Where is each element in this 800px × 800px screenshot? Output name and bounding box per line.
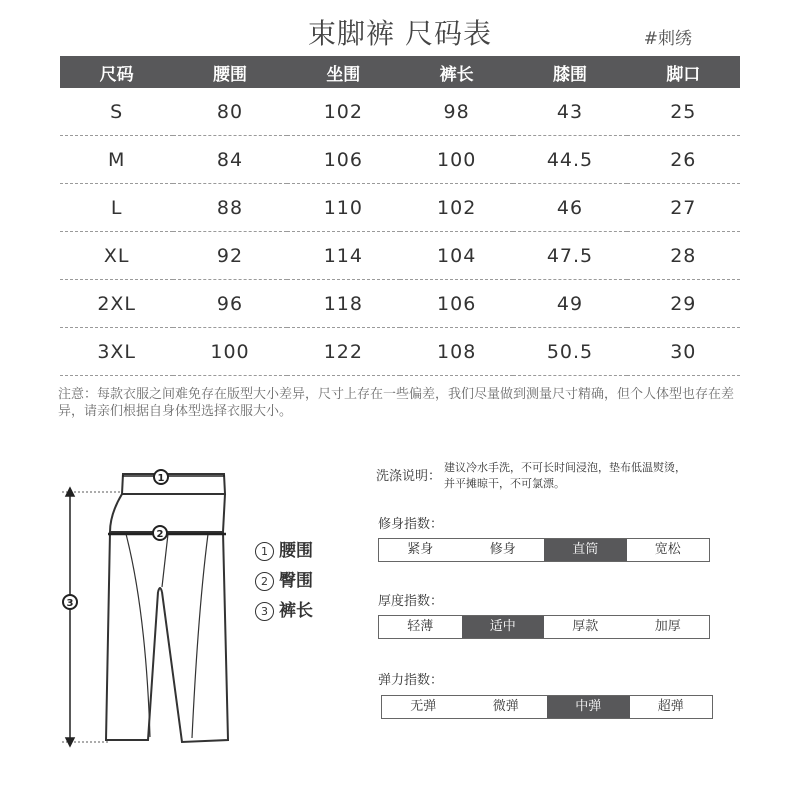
legend-label: 腰围 <box>279 541 313 561</box>
table-cell: 2XL <box>60 280 173 328</box>
table-cell: 84 <box>173 136 286 184</box>
page-title: 束脚裤 尺码表 <box>308 17 492 50</box>
table-cell: 98 <box>400 88 513 136</box>
thickness-option: 厚款 <box>572 619 599 634</box>
care-label: 洗涤说明： <box>376 469 442 484</box>
table-cell: 3XL <box>60 328 173 376</box>
table-cell: 102 <box>400 184 513 232</box>
table-cell: 49 <box>513 280 626 328</box>
table-cell: XL <box>60 232 173 280</box>
legend-item-waist <box>255 536 313 566</box>
table-cell: 25 <box>627 88 740 136</box>
table-row <box>60 328 740 376</box>
header-hem: 脚口 <box>627 56 740 88</box>
table-cell: 114 <box>287 232 400 280</box>
elastic-index-label: 弹力指数： <box>378 673 444 688</box>
table-cell: 80 <box>173 88 286 136</box>
table-cell: 92 <box>173 232 286 280</box>
header-waist: 腰围 <box>173 56 286 88</box>
header-knee: 膝围 <box>513 56 626 88</box>
table-row <box>60 88 740 136</box>
size-note: 注意：每款衣服之间难免存在版型大小差异，尺寸上存在一些偏差，我们尽量做到测量尺寸精确，但个人体型也存在差异，请亲们根据自身体型选择衣服大小。 <box>58 387 735 419</box>
table-cell: 106 <box>287 136 400 184</box>
fit-option: 直筒 <box>544 539 627 561</box>
table-cell: 96 <box>173 280 286 328</box>
marker-waist <box>154 470 168 484</box>
marker-label: 1 <box>157 473 165 484</box>
table-cell: S <box>60 88 173 136</box>
marker-length <box>63 595 77 609</box>
legend-item-hip <box>255 566 313 596</box>
legend-item-length <box>255 596 313 626</box>
pants-diagram <box>50 462 250 752</box>
table-cell: 50.5 <box>513 328 626 376</box>
table-cell: 27 <box>627 184 740 232</box>
elastic-option: 超弹 <box>657 699 684 714</box>
fit-index-scale <box>378 538 710 562</box>
table-row <box>60 184 740 232</box>
thickness-option: 适中 <box>462 616 545 638</box>
table-row <box>60 280 740 328</box>
table-cell: 29 <box>627 280 740 328</box>
care-text: 建议冷水手洗，不可长时间浸泡，垫布低温熨烫，并平摊晾干，不可氯漂。 <box>444 461 686 490</box>
table-row <box>60 136 740 184</box>
measurement-legend <box>255 536 313 626</box>
table-cell: 108 <box>400 328 513 376</box>
thickness-option: 加厚 <box>654 619 681 634</box>
elastic-index-scale <box>381 695 713 719</box>
embroidery-tag: #刺绣 <box>643 29 692 49</box>
table-cell: 104 <box>400 232 513 280</box>
table-cell: 110 <box>287 184 400 232</box>
table-cell: 28 <box>627 232 740 280</box>
table-cell: 122 <box>287 328 400 376</box>
table-row <box>60 232 740 280</box>
thickness-option: 轻薄 <box>407 619 434 634</box>
header-size: 尺码 <box>60 56 173 88</box>
legend-label: 裤长 <box>279 601 313 621</box>
table-cell: 43 <box>513 88 626 136</box>
table-cell: 44.5 <box>513 136 626 184</box>
elastic-option: 无弹 <box>410 699 437 714</box>
legend-label: 臀围 <box>279 571 313 591</box>
legend-number: 1 <box>255 542 274 561</box>
legend-number: 2 <box>255 572 274 591</box>
table-cell: 88 <box>173 184 286 232</box>
thickness-index-scale <box>378 615 710 639</box>
elastic-option: 微弹 <box>492 699 519 714</box>
marker-hip <box>153 526 167 540</box>
table-cell: 100 <box>400 136 513 184</box>
header-length: 裤长 <box>400 56 513 88</box>
table-cell: 102 <box>287 88 400 136</box>
legend-number: 3 <box>255 602 274 621</box>
table-cell: 47.5 <box>513 232 626 280</box>
table-cell: 26 <box>627 136 740 184</box>
fit-option: 宽松 <box>654 542 681 557</box>
size-table <box>60 56 740 376</box>
marker-label: 3 <box>66 598 74 609</box>
fit-index-label: 修身指数： <box>378 517 444 532</box>
table-cell: 118 <box>287 280 400 328</box>
header-hip: 坐围 <box>287 56 400 88</box>
table-header-row <box>60 56 740 88</box>
elastic-option: 中弹 <box>547 696 630 718</box>
table-cell: M <box>60 136 173 184</box>
table-cell: 46 <box>513 184 626 232</box>
thickness-index-label: 厚度指数： <box>378 594 444 609</box>
table-cell: 30 <box>627 328 740 376</box>
table-cell: 100 <box>173 328 286 376</box>
table-cell: L <box>60 184 173 232</box>
marker-label: 2 <box>156 529 164 540</box>
table-cell: 106 <box>400 280 513 328</box>
fit-option: 紧身 <box>407 542 434 557</box>
fit-option: 修身 <box>489 542 516 557</box>
